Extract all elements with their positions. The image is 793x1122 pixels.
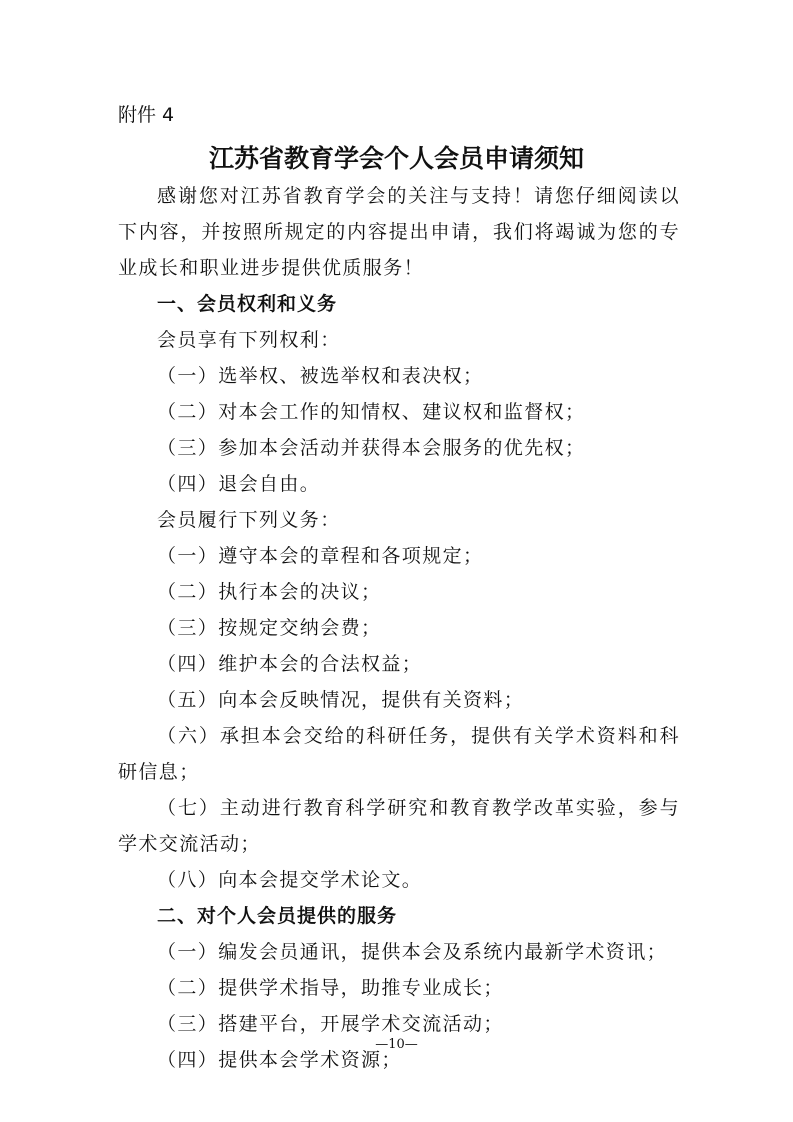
intro-paragraph: 感谢您对江苏省教育学会的关注与支持！请您仔细阅读以下内容，并按照所规定的内容提出申请，我们将竭诚为您的专业成长和职业进步提供优质服务！ <box>118 185 680 279</box>
rights-item: （四）退会自由。 <box>157 473 321 495</box>
duties-item: （八）向本会提交学术论文。 <box>157 869 423 891</box>
duties-item: （六）承担本会交给的科研任务，提供有关学术资料和科研信息； <box>118 725 680 783</box>
service-item: （四）提供本会学术资源； <box>157 1049 402 1071</box>
section-heading-rights-duties: 一、会员权利和义务 <box>157 293 338 315</box>
duties-item: （五）向本会反映情况，提供有关资料； <box>157 689 525 711</box>
section-heading-services: 二、对个人会员提供的服务 <box>157 905 398 927</box>
duties-intro: 会员履行下列义务： <box>157 509 341 531</box>
page-number: —10— <box>375 1037 418 1052</box>
service-item: （二）提供学术指导，助推专业成长； <box>157 977 504 999</box>
service-item: （一）编发会员通讯，提供本会及系统内最新学术资讯； <box>157 941 668 963</box>
rights-intro: 会员享有下列权利： <box>157 329 341 351</box>
duties-item: （一）遵守本会的章程和各项规定； <box>157 545 484 567</box>
duties-item: （七）主动进行教育科学研究和教育教学改革实验，参与学术交流活动； <box>118 797 680 855</box>
rights-item: （二）对本会工作的知情权、建议权和监督权； <box>157 401 586 423</box>
service-item: （三）搭建平台，开展学术交流活动； <box>157 1013 504 1035</box>
duties-item: （二）执行本会的决议； <box>157 581 382 603</box>
duties-item: （三）按规定交纳会费； <box>157 617 382 639</box>
rights-item: （三）参加本会活动并获得本会服务的优先权； <box>157 437 586 459</box>
duties-item: （四）维护本会的合法权益； <box>157 653 423 675</box>
document-body <box>118 178 680 1078</box>
attachment-label: 附件 4 <box>118 104 175 126</box>
document-title: 江苏省教育学会个人会员申请须知 <box>208 144 584 173</box>
rights-item: （一）选举权、被选举权和表决权； <box>157 365 484 387</box>
